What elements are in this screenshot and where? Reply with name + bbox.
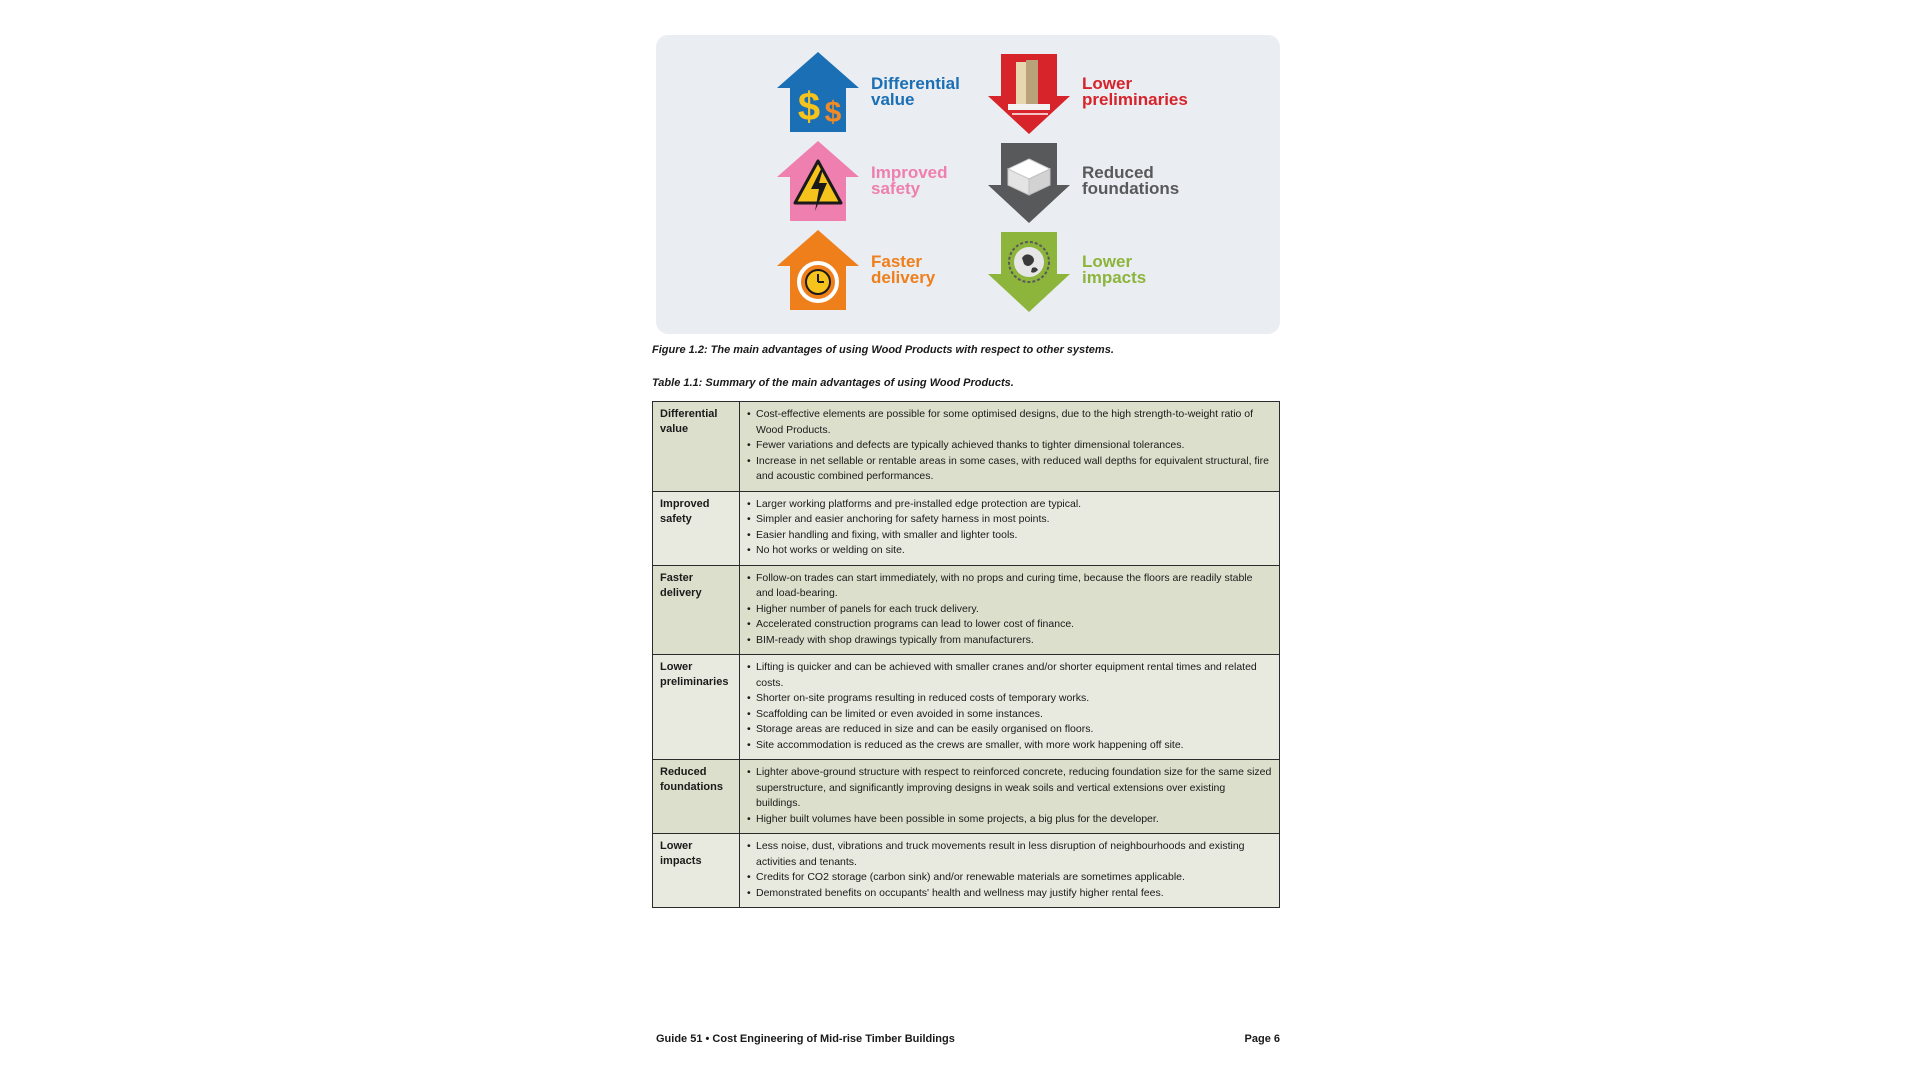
category-line1: Improved xyxy=(660,497,710,510)
bullet-item: • Storage areas are reduced in size and can be easily organised on floors. xyxy=(747,722,1272,738)
category-line1: Differential xyxy=(660,408,718,420)
advantage-lower-preliminaries xyxy=(986,50,1206,136)
bullet-item: • Larger working platforms and pre-installed edge protection are typical. xyxy=(747,497,1272,513)
svg-text:$: $ xyxy=(824,96,842,129)
hazard-icon xyxy=(775,139,861,225)
category-line1: Faster xyxy=(660,571,694,584)
globe-icon xyxy=(986,228,1072,314)
bullet-item: • BIM-ready with shop drawings typically from manufacturers. xyxy=(747,633,1272,649)
table-category-cell xyxy=(653,402,740,492)
svg-text:$: $ xyxy=(797,85,821,129)
advantage-label-line1: Lower xyxy=(1082,74,1133,93)
bullet-item: • Lighter above-ground structure with respect to reinforced concrete, reducing foundation size for the same sized superstructure, and significantly improving designs in weak soils and vertical extensions over existing buildings. xyxy=(747,765,1272,812)
bullet-item: • Simpler and easier anchoring for safety harness in most points. xyxy=(747,512,1272,528)
bullet-item: • Increase in net sellable or rentable areas in some cases, with reduced wall depths for equivalent structural, fire and acoustic combined performances. xyxy=(747,454,1272,485)
stopwatch-icon xyxy=(775,228,861,314)
advantage-label-line2: safety xyxy=(871,179,921,198)
bullet-item: • Demonstrated benefits on occupants' health and wellness may justify higher rental fees. xyxy=(747,886,1272,902)
advantage-label-line1: Reduced xyxy=(1082,163,1154,182)
foundation-block-icon xyxy=(986,139,1072,225)
advantage-label-line2: impacts xyxy=(1082,268,1147,287)
advantage-improved-safety xyxy=(775,139,995,225)
bullet-item: • Site accommodation is reduced as the crews are smaller, with more work happening off site. xyxy=(747,738,1272,754)
bullet-item: • Fewer variations and defects are typically achieved thanks to tighter dimensional tolerances. xyxy=(747,438,1272,454)
bullet-item: • Easier handling and fixing, with smaller and lighter tools. xyxy=(747,528,1272,544)
table-bullets-cell xyxy=(740,402,1280,492)
advantage-label-line1: Improved xyxy=(871,163,948,182)
bullet-item: • Less noise, dust, vibrations and truck movements result in less disruption of neighbourhoods and existing activities and tenants. xyxy=(747,839,1272,870)
bullet-item: • Follow-on trades can start immediately, with no props and curing time, because the floors are readily stable and load-bearing. xyxy=(747,571,1272,602)
advantage-label-line1: Differential xyxy=(871,74,960,93)
bullet-item: • Accelerated construction programs can lead to lower cost of finance. xyxy=(747,617,1272,633)
advantage-differential-value xyxy=(775,50,995,136)
table-row xyxy=(653,565,1280,655)
footer-title: Guide 51 • Cost Engineering of Mid-rise Timber Buildings xyxy=(656,1033,955,1045)
table-category-cell xyxy=(653,834,740,908)
advantage-label-line1: Lower xyxy=(1082,252,1133,271)
table-category-cell xyxy=(653,565,740,655)
table-category-cell xyxy=(653,491,740,565)
advantage-faster-delivery xyxy=(775,228,995,314)
bullet-item: • Shorter on-site programs resulting in reduced costs of temporary works. xyxy=(747,691,1272,707)
building-icon xyxy=(986,50,1072,136)
footer-page-number: Page 6 xyxy=(1244,1033,1280,1045)
table-bullets-cell xyxy=(740,760,1280,834)
category-line2: impacts xyxy=(660,855,702,867)
category-line2: safety xyxy=(660,512,692,525)
table-category-cell xyxy=(653,655,740,760)
table-row xyxy=(653,834,1280,908)
table-bullets-cell xyxy=(740,655,1280,760)
category-line1: Reduced xyxy=(660,766,707,778)
category-line1: Lower xyxy=(660,840,693,852)
category-line2: delivery xyxy=(660,586,702,599)
advantage-reduced-foundations xyxy=(986,139,1206,225)
table-row xyxy=(653,760,1280,834)
table-category-cell xyxy=(653,760,740,834)
bullet-item: • No hot works or welding on site. xyxy=(747,543,1272,559)
table-row xyxy=(653,402,1280,492)
bullet-item: • Cost-effective elements are possible for some optimised designs, due to the high strength-to-weight ratio of Wood Products. xyxy=(747,407,1272,438)
table-bullets-cell xyxy=(740,565,1280,655)
advantage-label-line2: delivery xyxy=(871,268,936,287)
dollar-icon xyxy=(775,50,861,136)
bullet-item: • Higher built volumes have been possible in some projects, a big plus for the developer. xyxy=(747,812,1272,828)
advantage-lower-impacts xyxy=(986,228,1206,314)
figure-caption: Figure 1.2: The main advantages of using Wood Products with respect to other systems. xyxy=(652,344,1114,356)
category-line2: value xyxy=(660,423,689,435)
bullet-item: • Scaffolding can be limited or even avoided in some instances. xyxy=(747,707,1272,723)
advantage-label-line2: foundations xyxy=(1082,179,1180,198)
bullet-item: • Credits for CO2 storage (carbon sink) and/or renewable materials are sometimes applicable. xyxy=(747,870,1272,886)
table-row xyxy=(653,655,1280,760)
figure-panel xyxy=(656,35,1280,334)
table-bullets-cell xyxy=(740,491,1280,565)
advantage-label-line2: preliminaries xyxy=(1082,90,1188,109)
category-line2: preliminaries xyxy=(660,676,729,688)
advantages-table xyxy=(652,401,1280,908)
bullet-item: • Lifting is quicker and can be achieved with smaller cranes and/or shorter equipment rental times and related costs. xyxy=(747,660,1272,691)
table-bullets-cell xyxy=(740,834,1280,908)
table-caption: Table 1.1: Summary of the main advantages of using Wood Products. xyxy=(652,377,1014,389)
advantage-label-line1: Faster xyxy=(871,252,923,271)
bullet-item: • Higher number of panels for each truck delivery. xyxy=(747,602,1272,618)
advantage-label-line2: value xyxy=(871,90,915,109)
category-line2: foundations xyxy=(660,781,723,793)
table-row xyxy=(653,491,1280,565)
category-line1: Lower xyxy=(660,661,693,673)
